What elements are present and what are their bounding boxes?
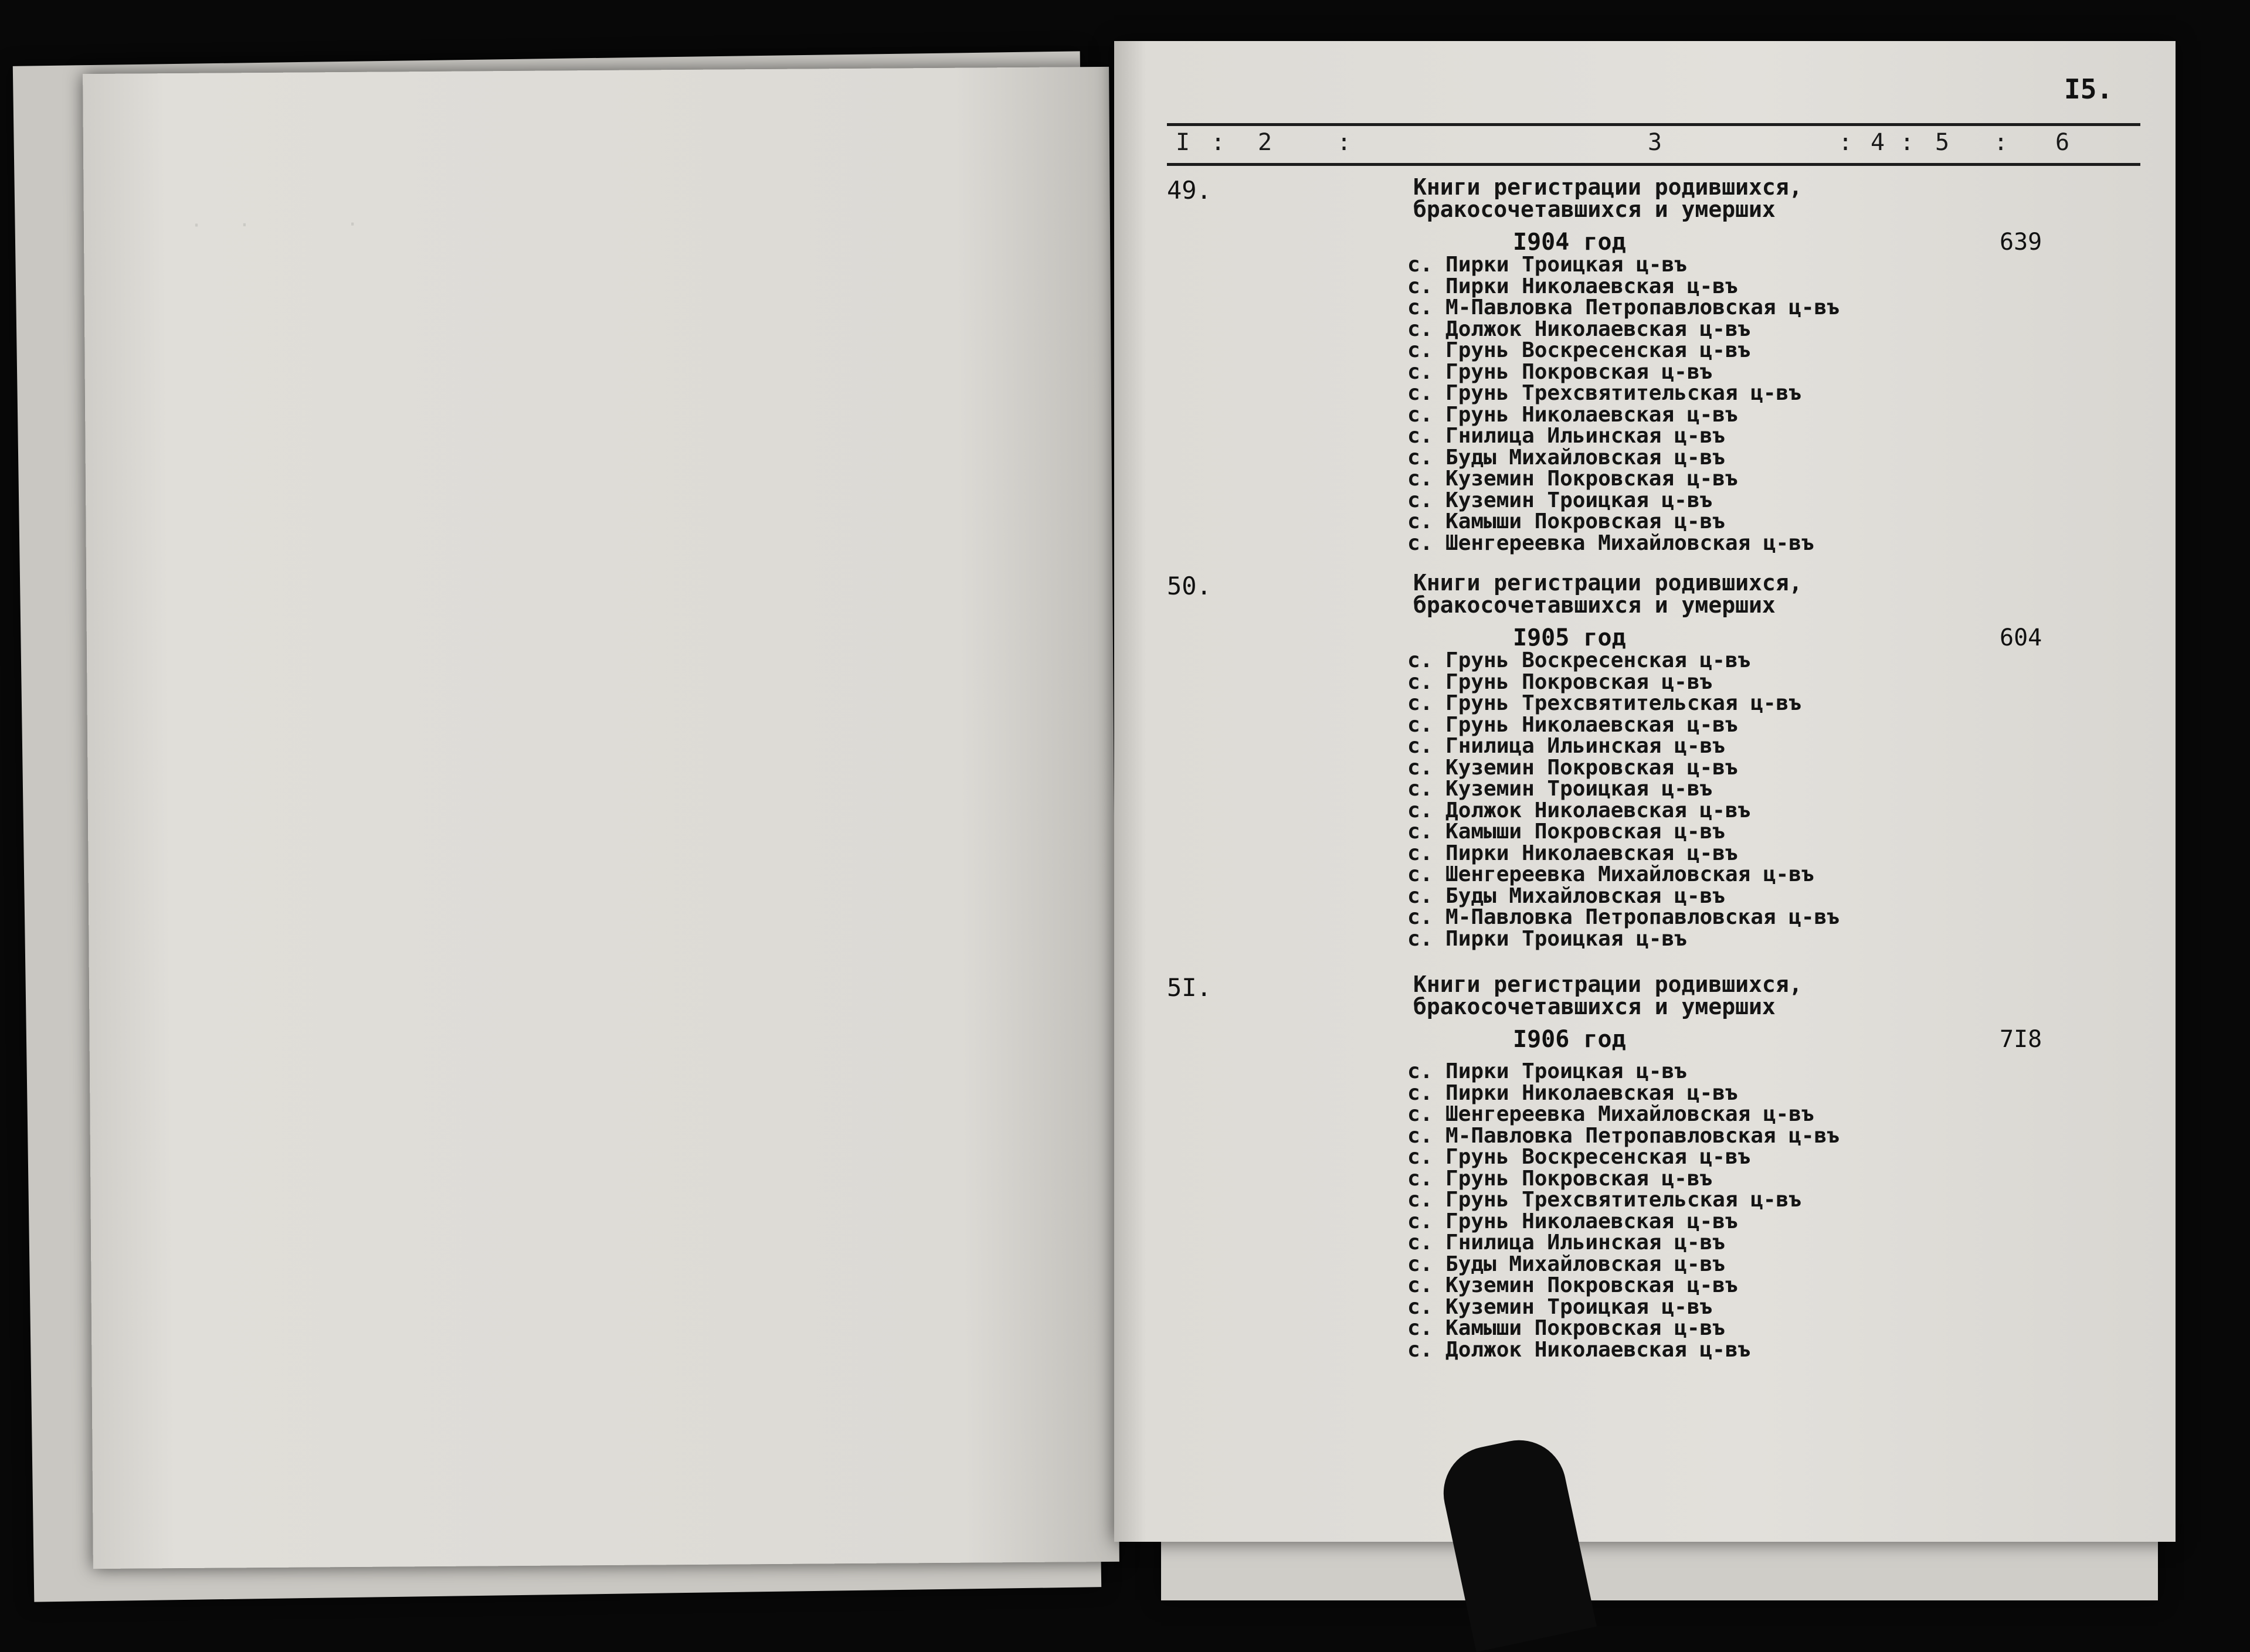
header-bottom-rule xyxy=(1167,163,2140,166)
list-item: с. Куземин Троицкая ц-въ xyxy=(1407,488,1713,512)
list-item: с. Буды Михайловская ц-въ xyxy=(1407,1252,1725,1276)
list-item: с. Пирки Николаевская ц-въ xyxy=(1407,274,1738,298)
list-item: с. Грунь Покровская ц-въ xyxy=(1407,359,1713,384)
page-number: I5. xyxy=(2064,73,2113,105)
list-item: с. Гнилица Ильинская ц-въ xyxy=(1407,424,1725,448)
bleed-through-text: · · · xyxy=(142,191,359,261)
list-item: с. Шенгереевка Михайловская ц-въ xyxy=(1407,1102,1814,1126)
entry-number: 49. xyxy=(1167,176,1211,205)
entry-title-line: бракосочетавшихся и умерших xyxy=(1413,196,1776,222)
header-top-rule xyxy=(1167,123,2140,126)
left-page xyxy=(83,67,1119,1569)
entry-year: I906 год xyxy=(1513,1026,1626,1053)
entry-title-line: Книги регистрации родившихся, xyxy=(1413,971,1803,997)
header-col-3: 3 xyxy=(1648,129,1662,156)
list-item: с. Грунь Николаевская ц-въ xyxy=(1407,1209,1738,1233)
list-item: с. Буды Михайловская ц-въ xyxy=(1407,445,1725,470)
header-col-2: 2 xyxy=(1258,129,1272,156)
list-item: с. Грунь Трехсвятительская ц-въ xyxy=(1407,691,1801,715)
header-col-5: 5 xyxy=(1935,129,1950,156)
header-sep: : xyxy=(1337,129,1352,156)
header-sep: : xyxy=(1211,129,1226,156)
church-list xyxy=(1407,650,1840,950)
entry-year: I905 год xyxy=(1513,624,1626,651)
list-item: с. Должок Николаевская ц-въ xyxy=(1407,1337,1751,1362)
list-item: с. Пирки Троицкая ц-въ xyxy=(1407,253,1687,277)
header-sep: : xyxy=(1900,129,1915,156)
header-col-6: 6 xyxy=(2055,129,2070,156)
list-item: с. Грунь Трехсвятительская ц-въ xyxy=(1407,381,1801,405)
list-item: с. Должок Николаевская ц-въ xyxy=(1407,317,1751,341)
header-col-1: I xyxy=(1176,129,1190,156)
list-item: с. Грунь Воскресенская ц-въ xyxy=(1407,648,1751,672)
list-item: с. Пирки Николаевская ц-въ xyxy=(1407,841,1738,865)
church-list xyxy=(1407,1061,1840,1361)
list-item: с. Камыши Покровская ц-въ xyxy=(1407,1316,1725,1340)
list-item: с. Куземин Покровская ц-въ xyxy=(1407,755,1738,780)
list-item: с. Грунь Николаевская ц-въ xyxy=(1407,402,1738,427)
list-item: с. Пирки Троицкая ц-въ xyxy=(1407,926,1687,951)
list-item: с. Куземин Покровская ц-въ xyxy=(1407,1273,1738,1297)
header-sep: : xyxy=(1838,129,1853,156)
entry-year: I904 год xyxy=(1513,229,1626,256)
list-item: с. Грунь Николаевская ц-въ xyxy=(1407,712,1738,737)
list-item: с. Должок Николаевская ц-въ xyxy=(1407,798,1751,822)
list-item: с. Буды Михайловская ц-въ xyxy=(1407,883,1725,908)
entry-title xyxy=(1413,176,1802,220)
list-item: с. Куземин Покровская ц-въ xyxy=(1407,467,1738,491)
entry-count: 639 xyxy=(2000,229,2042,256)
entry-number: 50. xyxy=(1167,572,1211,600)
entry-count: 604 xyxy=(2000,624,2042,651)
list-item: с. Грунь Воскресенская ц-въ xyxy=(1407,338,1751,362)
list-item: с. Шенгереевка Михайловская ц-въ xyxy=(1407,531,1814,555)
entry-number: 5I. xyxy=(1167,973,1211,1002)
list-item: с. Гнилица Ильинская ц-въ xyxy=(1407,1230,1725,1255)
entry-title-line: бракосочетавшихся и умерших xyxy=(1413,592,1776,618)
list-item: с. Камыши Покровская ц-въ xyxy=(1407,820,1725,844)
header-col-4: 4 xyxy=(1871,129,1885,156)
list-item: с. Камыши Покровская ц-въ xyxy=(1407,509,1725,533)
list-item: с. Гнилица Ильинская ц-въ xyxy=(1407,734,1725,758)
church-list xyxy=(1407,254,1840,554)
entry-title xyxy=(1413,973,1802,1018)
list-item: с. М-Павловка Петропавловская ц-въ xyxy=(1407,1123,1840,1148)
list-item: с. Пирки Николаевская ц-въ xyxy=(1407,1080,1738,1105)
list-item: с. Шенгереевка Михайловская ц-въ xyxy=(1407,862,1814,886)
header-sep: : xyxy=(1994,129,2008,156)
list-item: с. М-Павловка Петропавловская ц-въ xyxy=(1407,905,1840,929)
list-item: с. Куземин Троицкая ц-въ xyxy=(1407,1294,1713,1319)
list-item: с. Грунь Покровская ц-въ xyxy=(1407,669,1713,694)
list-item: с. Грунь Покровская ц-въ xyxy=(1407,1166,1713,1191)
right-page xyxy=(1114,41,2176,1542)
list-item: с. М-Павловка Петропавловская ц-въ xyxy=(1407,295,1840,319)
entry-title xyxy=(1413,572,1802,616)
entry-title-line: Книги регистрации родившихся, xyxy=(1413,174,1803,200)
entry-title-line: бракосочетавшихся и умерших xyxy=(1413,994,1776,1019)
list-item: с. Пирки Троицкая ц-въ xyxy=(1407,1059,1687,1083)
entry-count: 7I8 xyxy=(2000,1026,2042,1053)
entry-title-line: Книги регистрации родившихся, xyxy=(1413,570,1803,596)
list-item: с. Грунь Воскресенская ц-въ xyxy=(1407,1145,1751,1169)
list-item: с. Грунь Трехсвятительская ц-въ xyxy=(1407,1188,1801,1212)
list-item: с. Куземин Троицкая ц-въ xyxy=(1407,777,1713,801)
